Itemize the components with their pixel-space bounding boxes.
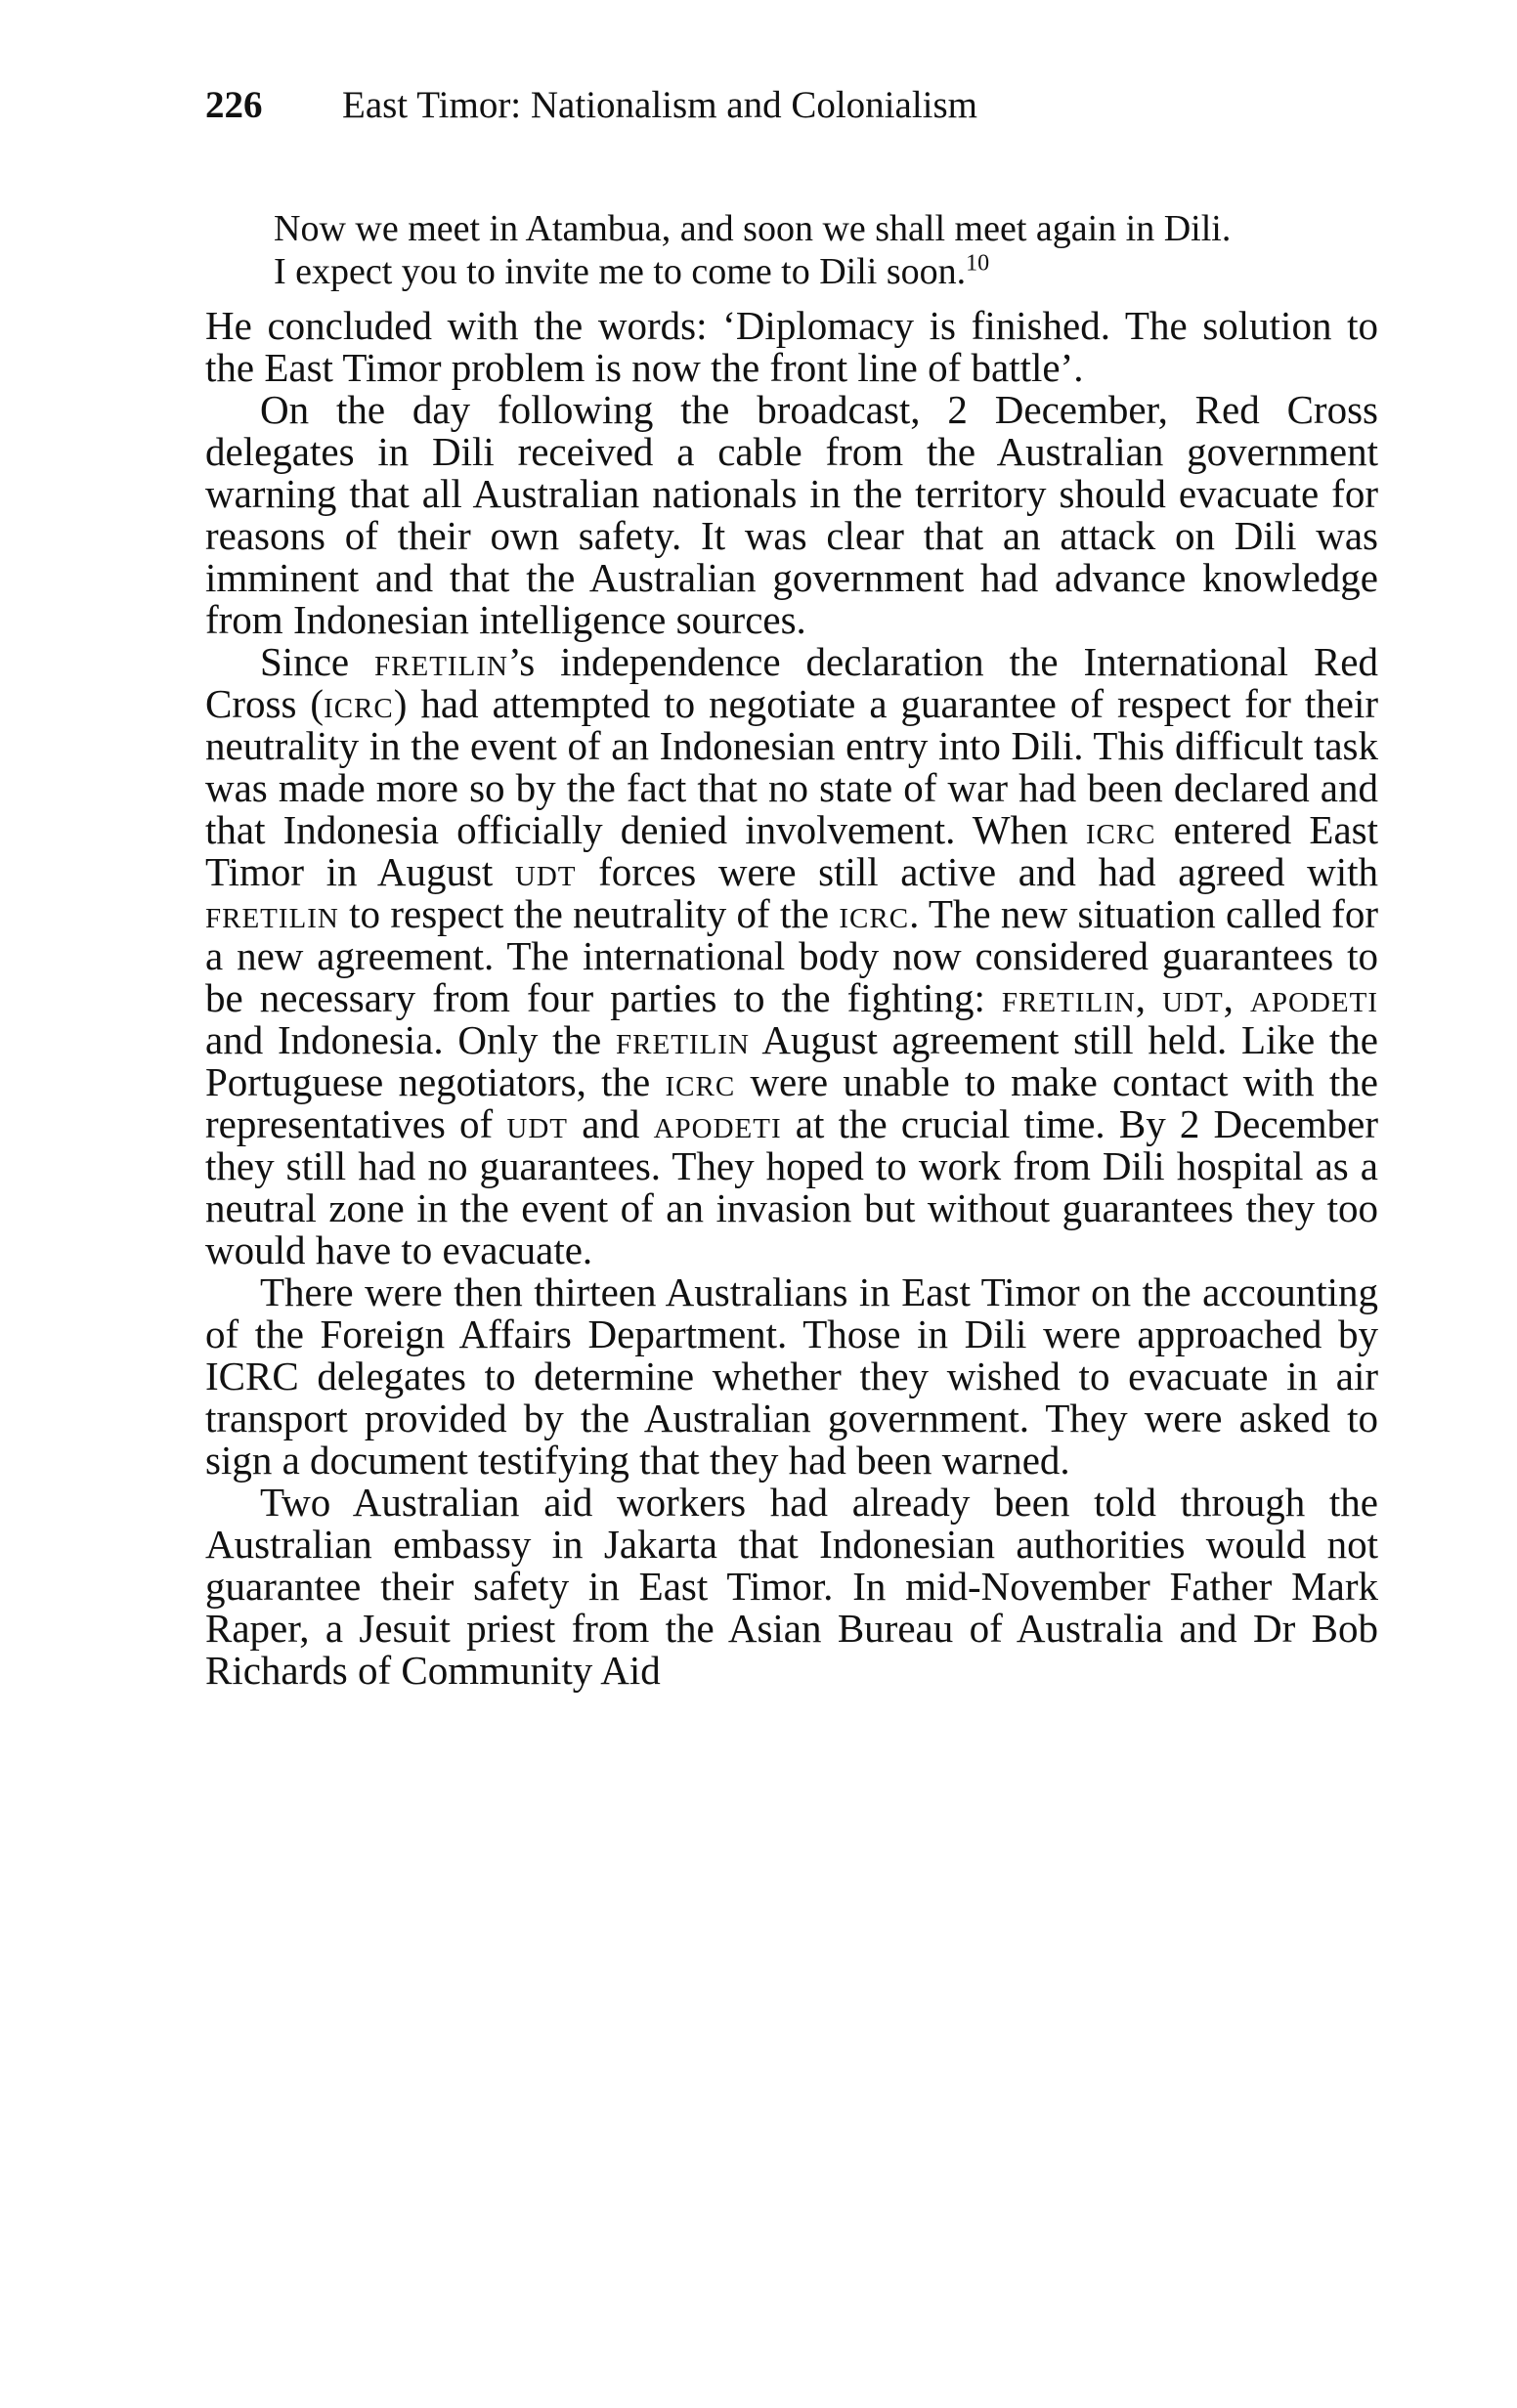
text-run: , bbox=[1135, 975, 1163, 1020]
text-run: , bbox=[1223, 975, 1250, 1020]
quote-line: Now we meet in Atambua, and soon we shall meet again in Dili. bbox=[274, 208, 1232, 249]
abbreviation: udt bbox=[506, 1101, 569, 1146]
abbreviation: udt bbox=[1162, 975, 1224, 1020]
paragraph: There were then thirteen Australians in East Timor on the accounting of the Foreign Affairs Department. Those in Dili were approached by ICRC delegates to determine whether they wished to evacuate in air transport provided by the Australian government. They were asked to sign a document testifying that they had been warned. bbox=[205, 1269, 1378, 1483]
abbreviation: icrc bbox=[665, 1059, 736, 1104]
quote-line-text: I expect you to invite me to come to Dili soon. bbox=[274, 251, 967, 292]
abbreviation: apodeti bbox=[653, 1101, 782, 1146]
abbreviation: udt bbox=[514, 849, 577, 894]
footnote-marker: 10 bbox=[966, 250, 990, 277]
page-number: 226 bbox=[205, 84, 263, 126]
text-run: August agreement still held. Like the Portuguese negotiators, the bbox=[205, 1017, 1378, 1104]
paragraph: He concluded with the words: ‘Diplomacy is finished. The solution to the East Timor problem is now the front line of battle’. bbox=[205, 303, 1378, 390]
abbreviation: icrc bbox=[839, 891, 910, 936]
text-run: forces were still active and had agreed with bbox=[576, 849, 1378, 894]
text-run: and Indonesia. Only the bbox=[205, 1017, 617, 1062]
text-run: ) had attempted to negotiate a guarantee of respect for their neutrality in the event of an Indonesian entry into Dili. This difficult task was made more so by the fact that no state of war had been declared and that Indonesia officially denied involvement. When bbox=[205, 681, 1378, 852]
abbreviation: fretilin bbox=[374, 639, 508, 684]
text-run: were unable to make contact with the representatives of bbox=[205, 1059, 1378, 1146]
text-run: to respect the neutrality of the bbox=[338, 891, 840, 936]
text-run: ’s independence declaration the International Red Cross ( bbox=[205, 639, 1378, 726]
running-head bbox=[205, 76, 1378, 135]
text-run: . The new situation called for a new agreement. The international body now considered guarantees to be necessary from four parties to the fighting: bbox=[205, 891, 1378, 1020]
paragraph: Two Australian aid workers had already been told through the Australian embassy in Jakarta that Indonesian authorities would not guarantee their safety in East Timor. In mid-November Father Mark Raper, a Jesuit priest from the Asian Bureau of Australia and Dr Bob Richards of Community Aid bbox=[205, 1480, 1378, 1693]
running-title: East Timor: Nationalism and Colonialism bbox=[342, 84, 978, 126]
paragraph-icrc bbox=[205, 641, 1378, 1271]
abbreviation: fretilin bbox=[616, 1017, 750, 1062]
abbreviation: apodeti bbox=[1249, 975, 1379, 1020]
text-run: at the crucial time. By 2 December they still had no guarantees. They hoped to work from Dili hospital as a neutral zone in the event of an invasion but without guarantees they too would have to evacuate. bbox=[205, 1101, 1378, 1272]
text-run: Since bbox=[260, 639, 375, 684]
text-run: entered East Timor in August bbox=[205, 807, 1378, 894]
abbreviation: icrc bbox=[324, 681, 394, 726]
paragraph: On the day following the broadcast, 2 December, Red Cross delegates in Dili received a cable from the Australian government warning that all Australian nationals in the territory should evacuate for reasons of their own safety. It was clear that an attack on Dili was imminent and that the Australian government had advance knowledge from Indonesian intelligence sources. bbox=[205, 387, 1378, 642]
text-run: and bbox=[568, 1101, 654, 1146]
body-text bbox=[205, 207, 1378, 1692]
block-quote bbox=[205, 207, 1378, 293]
abbreviation: icrc bbox=[1085, 807, 1156, 852]
quote-line bbox=[274, 250, 1378, 293]
abbreviation: fretilin bbox=[205, 891, 339, 936]
abbreviation: fretilin bbox=[1001, 975, 1136, 1020]
